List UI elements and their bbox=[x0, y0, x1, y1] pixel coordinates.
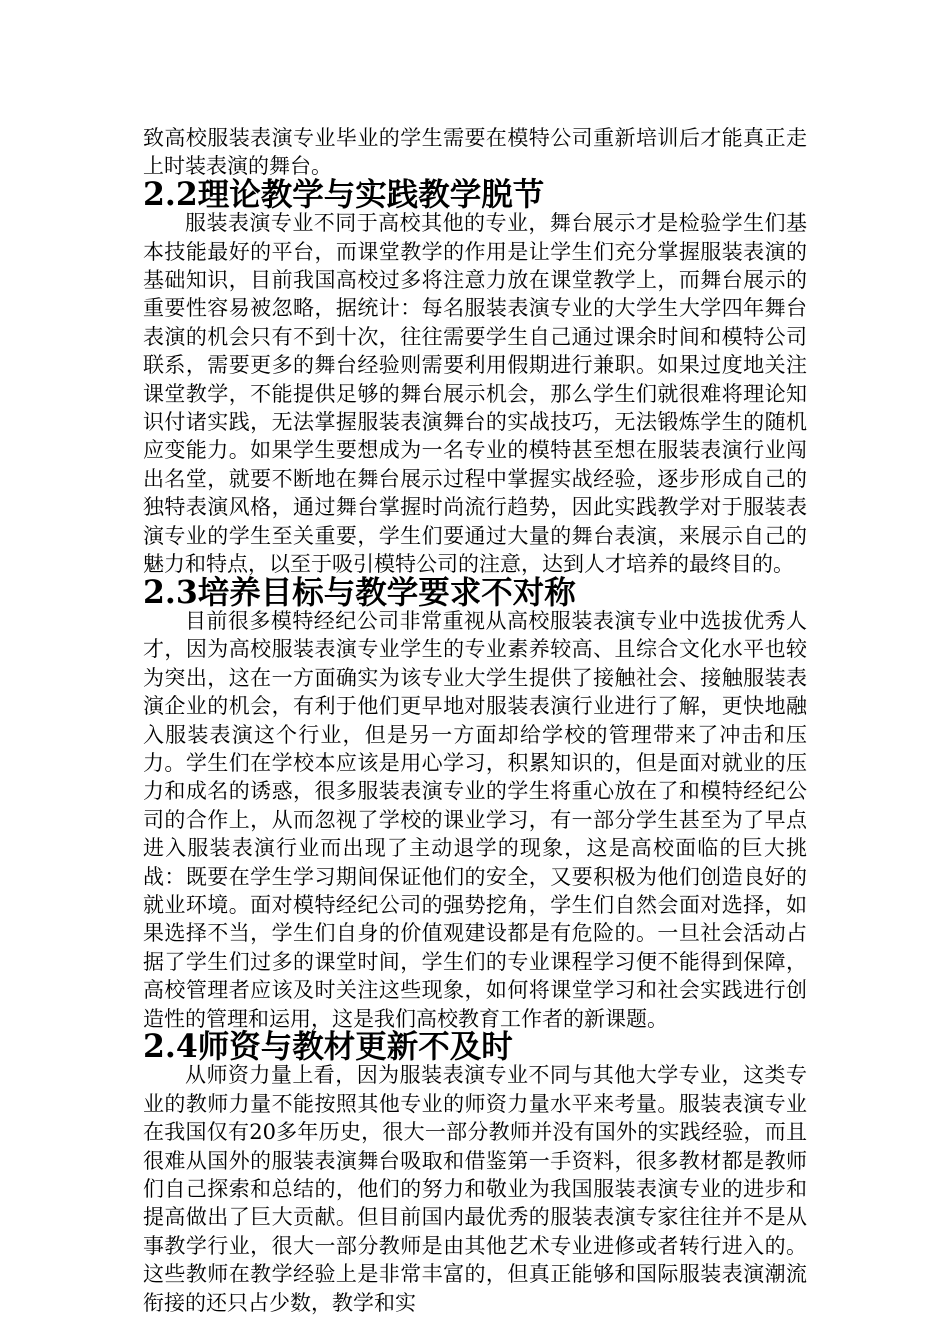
continuation-paragraph: 致高校服装表演专业毕业的学生需要在模特公司重新培训后才能真正走上时装表演的舞台。 bbox=[143, 126, 807, 179]
section-heading-2-2: 2.2理论教学与实践教学脱节 bbox=[143, 175, 545, 213]
section-paragraph-2-3: 目前很多模特经纪公司非常重视从高校服装表演专业中选拔优秀人才，因为高校服装表演专业学生的专业素养较高、且综合文化水平也较为突出，这在一方面确实为该专业大学生提供了接触社会、接触服装表演企业的机会，有利于他们更早地对服装表演行业进行了解，更快地融入服装表演这个行业，但是另一方面却给学校的管理带来了冲击和压力。学生们在学校本应该是用心学习，积累知识的，但是面对就业的压力和成名的诱惑，很多服装表演专业的学生将重心放在了和模特经纪公司的合作上，从而忽视了学校的课业学习，有一部分学生甚至为了早点进入服装表演行业而出现了主动退学的现象，这是高校面临的巨大挑战：既要在学生学习期间保证他们的安全，又要积极为他们创造良好的就业环境。面对模特经纪公司的强势挖角，学生们自然会面对选择，如果选择不当，学生们自身的价值观建设都是有危险的。一旦社会活动占据了学生们过多的课堂时间，学生们的专业课程学习便不能得到保障，高校管理者应该及时关注这些现象，如何将课堂学习和社会实践进行创造性的管理和运用，这是我们高校教育工作者的新课题。 bbox=[143, 608, 807, 1031]
document-page bbox=[143, 124, 807, 1317]
section-heading-2-4: 2.4师资与教材更新不及时 bbox=[143, 1028, 513, 1065]
section-heading-2-3: 2.3培养目标与教学要求不对称 bbox=[143, 573, 576, 611]
section-paragraph-2-2: 服装表演专业不同于高校其他的专业，舞台展示才是检验学生们基本技能最好的平台，而课堂教学的作用是让学生们充分掌握服装表演的基础知识，目前我国高校过多将注意力放在课堂教学上，而舞台展示的重要性容易被忽略，据统计：每名服装表演专业的大学生大学四年舞台表演的机会只有不到十次，往往需要学生自己通过课余时间和模特公司联系，需要更多的舞台经验则需要利用假期进行兼职。如果过度地关注课堂教学，不能提供足够的舞台展示机会，那么学生们就很难将理论知识付诸实践，无法掌握服装表演舞台的实战技巧，无法锻炼学生的随机应变能力。如果学生要想成为一名专业的模特甚至想在服装表演行业闯出名堂，就要不断地在舞台展示过程中掌握实战经验，逐步形成自己的独特表演风格，通过舞台掌握时尚流行趋势，因此实践教学对于服装表演专业的学生至关重要，学生们要通过大量的舞台表演，来展示自己的魅力和特点，以至于吸引模特公司的注意，达到人才培养的最终目的。 bbox=[143, 211, 807, 577]
section-paragraph-2-4: 从师资力量上看，因为服装表演专业不同与其他大学专业，这类专业的教师力量不能按照其他专业的师资力量水平来考量。服装表演专业在我国仅有20多年历史，很大一部分教师并没有国外的实践经验，而且很难从国外的服装表演舞台吸取和借鉴第一手资料，很多教材都是教师们自己探索和总结的，他们的努力和敬业为我国服装表演专业的进步和提高做出了巨大贡献。但目前国内最优秀的服装表演专家往往并不是从事教学行业，很大一部分教师是由其他艺术专业进修或者转行进入的。这些教师在教学经验上是非常丰富的，但真正能够和国际服装表演潮流衔接的还只占少数，教学和实 bbox=[143, 1063, 807, 1315]
